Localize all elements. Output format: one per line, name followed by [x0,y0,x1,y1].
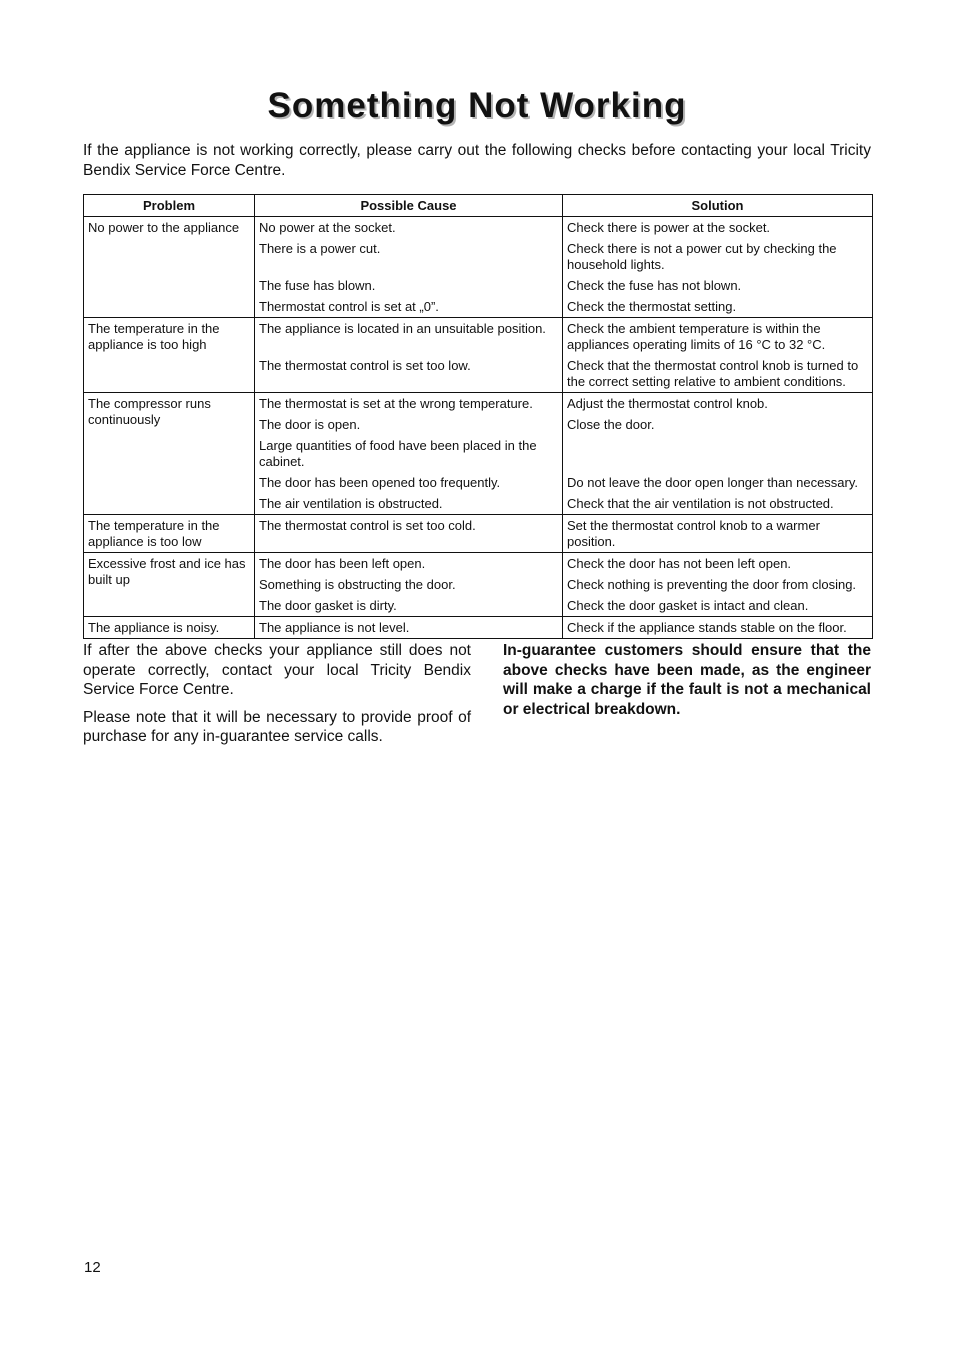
solution-item: Check the ambient temperature is within the appliances operating limits of 16 °C to 32 °C. [567,321,826,352]
header-problem: Problem [84,195,255,217]
cause-item: The appliance is located in an unsuitable position. [259,321,546,336]
table-header-row [84,195,873,217]
problem-text: Excessive frost and ice has built up [88,556,246,587]
cause-item: The thermostat control is set too low. [259,358,471,373]
page-title: Something Not Working [267,86,687,125]
solution-item: Check the fuse has not blown. [567,278,742,293]
problem-text: The compressor runs continuously [88,396,211,427]
cause-item: The thermostat control is set too cold. [259,518,476,533]
cause-cell [255,318,563,393]
table-row [84,553,873,617]
problem-text: The appliance is noisy. [88,620,220,635]
solution-item: Check the door gasket is intact and clean. [567,598,809,613]
table-row [84,318,873,393]
problem-cell [84,515,255,553]
footer-notes-left [83,641,471,755]
proof-of-purchase-note: Please note that it will be necessary to provide proof of purchase for any in-guarantee service calls. [83,708,471,745]
cause-cell [255,515,563,553]
solution-item: Check there is not a power cut by checking the household lights. [567,241,837,272]
cause-cell [255,617,563,639]
solution-item: Check the thermostat setting. [567,299,737,314]
solution-item: Set the thermostat control knob to a warmer position. [567,518,820,549]
footer-notes-right [503,641,871,727]
solution-item: Check that the air ventilation is not obstructed. [567,496,834,511]
table-row [84,393,873,515]
solution-cell [563,318,873,393]
contact-service-note: If after the above checks your appliance still does not operate correctly, contact your local Tricity Bendix Service Force Centre. [83,642,471,698]
solution-cell [563,393,873,515]
guarantee-charge-note: In-guarantee customers should ensure that the above checks have been made, as the engineer will make a charge if the fault is not a mechanical or electrical breakdown. [503,642,871,718]
problem-text: The temperature in the appliance is too high [88,321,220,352]
cause-item: The appliance is not level. [259,620,410,635]
solution-item: Do not leave the door open longer than necessary. [567,475,859,490]
cause-item: Large quantities of food have been placed in the cabinet. [259,438,537,469]
header-solution: Solution [563,195,873,217]
problem-cell [84,393,255,515]
cause-item: The air ventilation is obstructed. [259,496,443,511]
cause-cell [255,217,563,318]
cause-item: The fuse has blown. [259,278,376,293]
page-number: 12 [84,1259,101,1276]
cause-cell [255,393,563,515]
cause-item: There is a power cut. [259,241,381,256]
cause-item: No power at the socket. [259,220,396,235]
cause-item: The door gasket is dirty. [259,598,397,613]
solution-item: Check there is power at the socket. [567,220,771,235]
problem-cell [84,553,255,617]
solution-item: Check the door has not been left open. [567,556,792,571]
intro-paragraph: If the appliance is not working correctly, please carry out the following checks before contacting your local Tricity Bendix Service Force Centre. [83,142,871,179]
table-row [84,617,873,639]
cause-item: The door is open. [259,417,361,432]
problem-cell [84,318,255,393]
table-row [84,217,873,318]
solution-cell [563,617,873,639]
cause-item: The thermostat is set at the wrong temperature. [259,396,533,411]
solution-cell [563,553,873,617]
problem-cell [84,617,255,639]
solution-item: Check nothing is preventing the door from closing. [567,577,857,592]
solution-cell [563,217,873,318]
solution-item: Check that the thermostat control knob is turned to the correct setting relative to ambient conditions. [567,358,859,389]
solution-item: Adjust the thermostat control knob. [567,396,768,411]
solution-cell [563,515,873,553]
cause-cell [255,553,563,617]
solution-item [563,435,872,472]
problem-cell [84,217,255,318]
solution-item: Close the door. [567,417,655,432]
table-row [84,515,873,553]
cause-item: Thermostat control is set at „0”. [259,299,439,314]
solution-item: Check if the appliance stands stable on the floor. [567,620,847,635]
cause-item: The door has been opened too frequently. [259,475,501,490]
problem-text: The temperature in the appliance is too low [88,518,220,549]
problem-text: No power to the appliance [88,220,240,235]
header-possible-cause: Possible Cause [255,195,563,217]
troubleshooting-table [83,194,873,639]
cause-item: Something is obstructing the door. [259,577,456,592]
cause-item: The door has been left open. [259,556,426,571]
